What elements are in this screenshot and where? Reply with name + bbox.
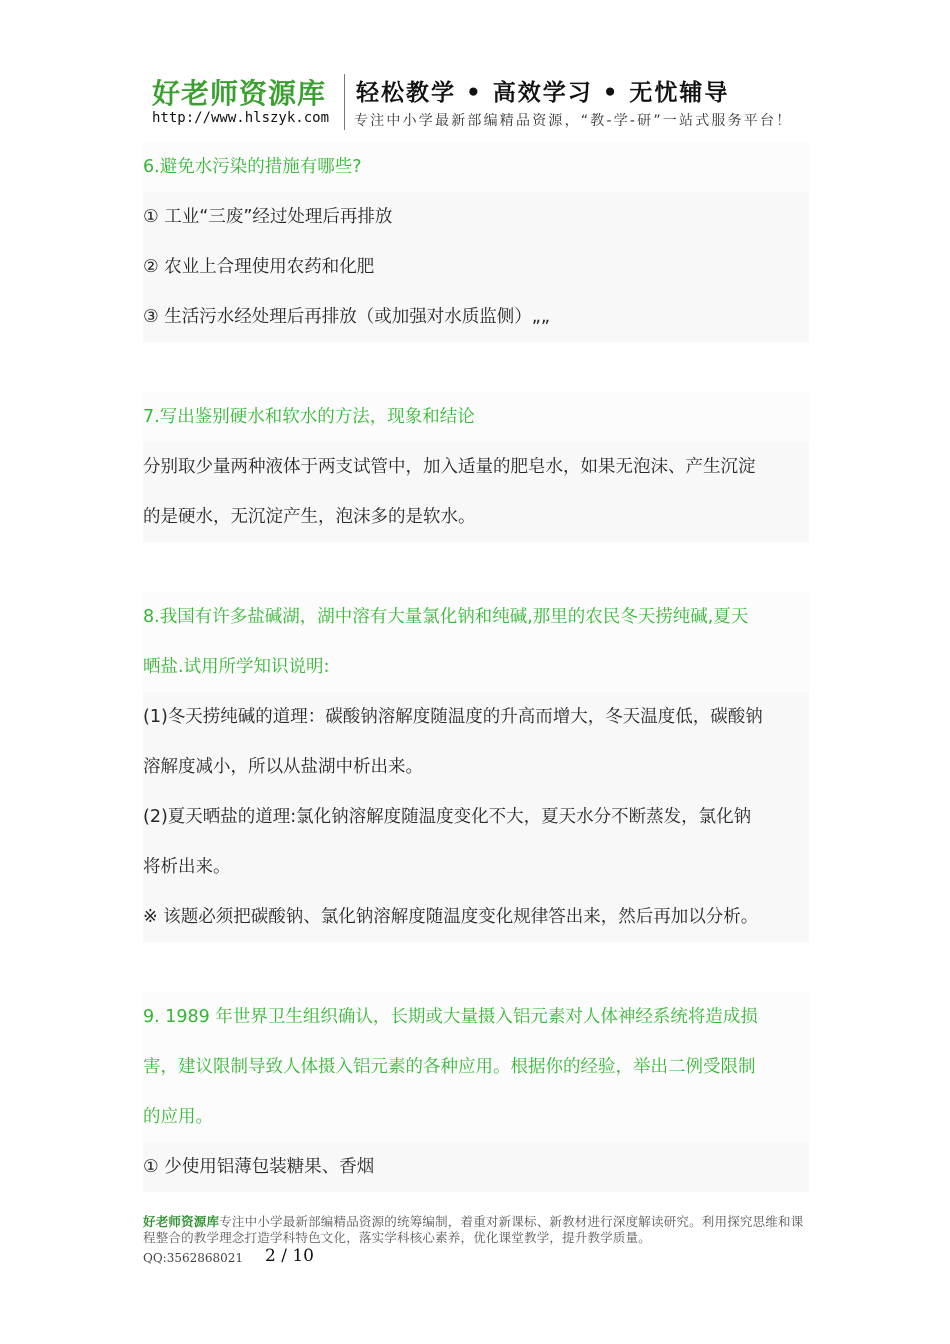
question-text: 害，建议限制导致人体摄入铝元素的各种应用。根据你的经验，举出二例受限制 <box>143 1057 756 1077</box>
question-text: 6.避免水污染的措施有哪些? <box>143 157 362 177</box>
footer-bottom <box>143 1248 815 1268</box>
footer-description <box>143 1214 815 1246</box>
footer-brand: 好老师资源库 <box>143 1214 220 1229</box>
header-slogan: 轻松教学 • 高效学习 • 无忧辅导 <box>356 80 730 106</box>
question-block <box>143 592 809 942</box>
question-text: 9. 1989 年世界卫生组织确认，长期或大量摄入铝元素对人体神经系统将造成损 <box>143 1007 758 1027</box>
answer-text: ① 少使用铝薄包装糖果、香烟 <box>143 1142 809 1192</box>
question-text: 8.我国有许多盐碱湖，湖中溶有大量氯化钠和纯碱,那里的农民冬天捞纯碱,夏天 <box>143 607 749 627</box>
header-divider <box>344 74 345 130</box>
answer-text: 的是硬水，无沉淀产生，泡沫多的是软水。 <box>143 492 809 542</box>
header-tagline: 专注中小学最新部编精品资源，“教-学-研”一站式服务平台！ <box>354 113 793 129</box>
answer-text: 分别取少量两种液体于两支试管中，加入适量的肥皂水，如果无泡沫、产生沉淀 <box>143 442 809 492</box>
question-block <box>143 392 809 542</box>
answer-text: 溶解度减小，所以从盐湖中析出来。 <box>143 742 809 792</box>
question-block <box>143 992 809 1192</box>
question-text: 的应用。 <box>143 1107 213 1127</box>
answer-text: ② 农业上合理使用农药和化肥 <box>143 242 809 292</box>
question-text: 7.写出鉴别硬水和软水的方法，现象和结论 <box>143 407 475 427</box>
answer-text: ※ 该题必须把碳酸钠、氯化钠溶解度随温度变化规律答出来，然后再加以分析。 <box>143 892 809 942</box>
page-header <box>152 70 912 134</box>
answer-text: ① 工业“三废”经过处理后再排放 <box>143 192 809 242</box>
brand-url[interactable]: http://www.hlszyk.com <box>152 110 330 126</box>
footer-text: 专注中小学最新部编精品资源的统筹编制，着重对新课标、新教材进行深度解读研究。利用探究思维和课程整合的教学理念打造学科特色文化，落实学科核心素养，优化课堂教学，提升教学质量。 <box>143 1214 804 1245</box>
answer-text: (1)冬天捞纯碱的道理：碳酸钠溶解度随温度的升高而增大，冬天温度低，碳酸钠 <box>143 692 809 742</box>
brand-name: 好老师资源库 <box>152 77 327 110</box>
footer-qq: QQ:3562868021 <box>143 1251 244 1265</box>
answer-text: 将析出来。 <box>143 842 809 892</box>
answer-text: ③ 生活污水经处理后再排放（或加强对水质监侧）„„ <box>143 292 809 342</box>
question-text: 晒盐.试用所学知识说明: <box>143 657 330 677</box>
document-content <box>143 142 809 1242</box>
answer-text: (2)夏天晒盐的道理:氯化钠溶解度随温度变化不大，夏天水分不断蒸发，氯化钠 <box>143 792 809 842</box>
page-footer <box>143 1214 815 1268</box>
question-block <box>143 142 809 342</box>
page-number: 2 / 10 <box>265 1246 314 1266</box>
